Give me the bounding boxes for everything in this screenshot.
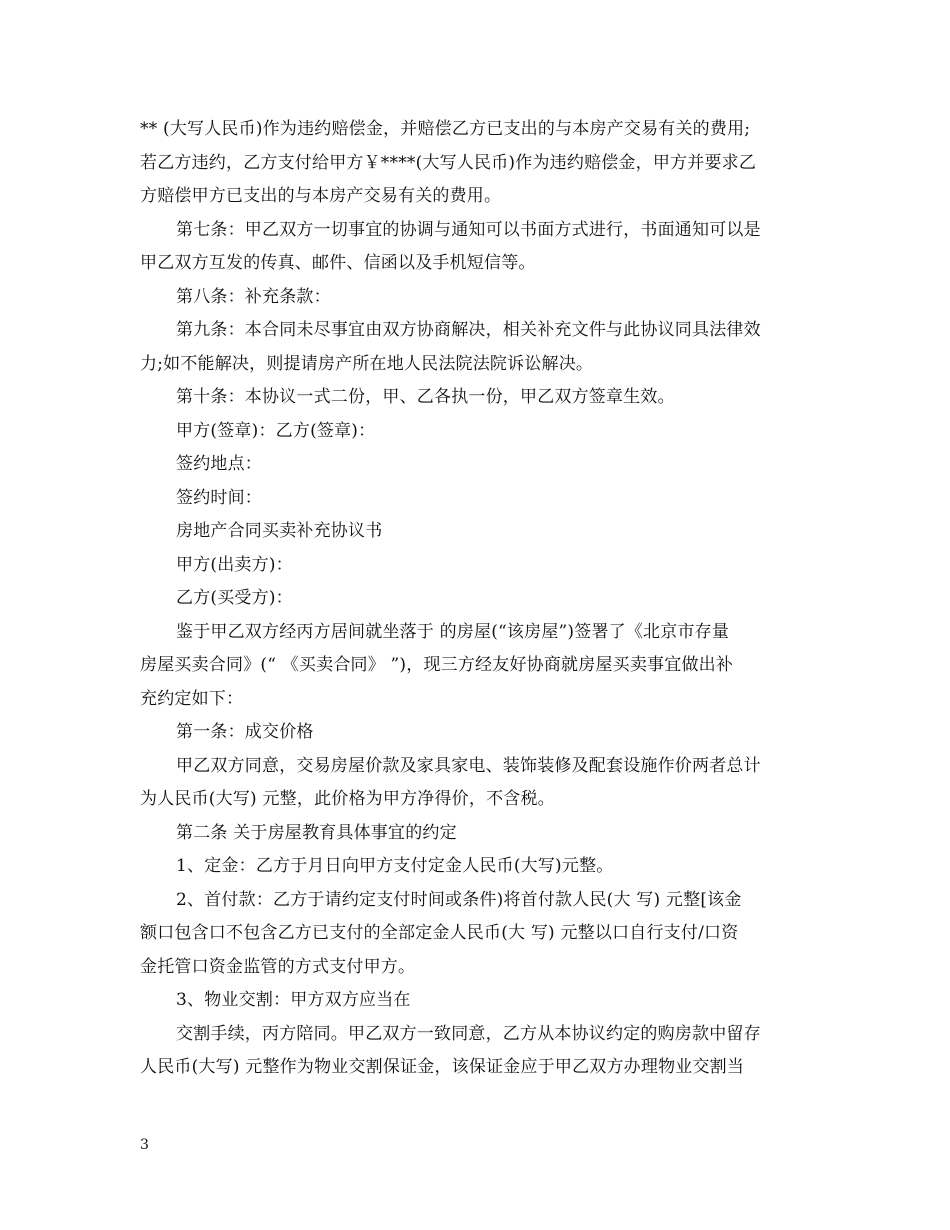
text-line: ** (大写人民币)作为违约赔偿金，并赔偿乙方已支出的与本房产交易有关的费用; xyxy=(140,119,751,139)
text-line: 签约地点： xyxy=(176,454,262,474)
text-line: 若乙方违约，乙方支付给甲方￥****(大写人民币)作为违约赔偿金，甲方并要求乙 xyxy=(140,152,757,173)
text-line: 金托管口资金监管的方式支付甲方。 xyxy=(140,956,416,977)
text-line: 为人民币(大写) 元整，此价格为甲方净得价，不含税。 xyxy=(140,789,555,809)
text-line: 人民币(大写) 元整作为物业交割保证金，该保证金应于甲乙双方办理物业交割当 xyxy=(140,1057,745,1077)
text-line: 2、首付款：乙方于请约定支付时间或条件)将首付款人民(大 写) 元整[该金 xyxy=(176,889,742,910)
text-line: 第十条：本协议一式二份，甲、乙各执一份，甲乙双方签章生效。 xyxy=(176,387,675,407)
text-line: 第九条：本合同未尽事宜由双方协商解决，相关补充文件与此协议同具法律效 xyxy=(176,320,761,340)
text-line: 方赔偿甲方已支出的与本房产交易有关的费用。 xyxy=(140,186,502,206)
text-line: 房地产合同买卖补充协议书 xyxy=(176,521,383,541)
text-line: 甲乙双方互发的传真、邮件、信函以及手机短信等。 xyxy=(140,253,536,273)
text-line: 第八条：补充条款： xyxy=(176,286,331,307)
text-line: 3、物业交割：甲方双方应当在 xyxy=(176,990,411,1010)
text-line: 交割手续，丙方陪同。甲乙双方一致同意，乙方从本协议约定的购房款中留存 xyxy=(176,1023,761,1044)
text-line: 充约定如下： xyxy=(140,688,244,709)
text-line: 鉴于甲乙双方经丙方居间就坐落于 的房屋(“该房屋”)签署了《北京市存量 xyxy=(176,621,730,642)
text-line: 第七条：甲乙双方一切事宜的协调与通知可以书面方式进行，书面通知可以是 xyxy=(176,219,761,240)
text-line: 甲方(出卖方)： xyxy=(176,554,293,575)
text-line: 甲方(签章)：乙方(签章)： xyxy=(176,420,376,441)
text-line: 甲乙双方同意，交易房屋价款及家具家电、装饰装修及配套设施作价两者总计 xyxy=(176,755,761,776)
text-line: 1、定金：乙方于月日向甲方支付定金人民币(大写)元整。 xyxy=(176,856,614,876)
text-line: 签约时间： xyxy=(176,487,262,508)
text-line: 第一条：成交价格 xyxy=(176,722,314,742)
page-number: 3 xyxy=(140,1137,149,1153)
text-line: 房屋买卖合同》(“ 《买卖合同》 ”)，现三方经友好协商就房屋买卖事宜做出补 xyxy=(140,655,734,675)
text-line: 第二条 关于房屋教育具体事宜的约定 xyxy=(176,822,457,843)
text-line: 乙方(买受方)： xyxy=(176,588,293,608)
text-line: 额口包含口不包含乙方已支付的全部定金人民币(大 写) 元整以口自行支付/口资 xyxy=(140,923,739,943)
text-line: 力;如不能解决，则提请房产所在地人民法院法院诉讼解决。 xyxy=(140,353,594,374)
document-body xyxy=(140,113,812,1085)
